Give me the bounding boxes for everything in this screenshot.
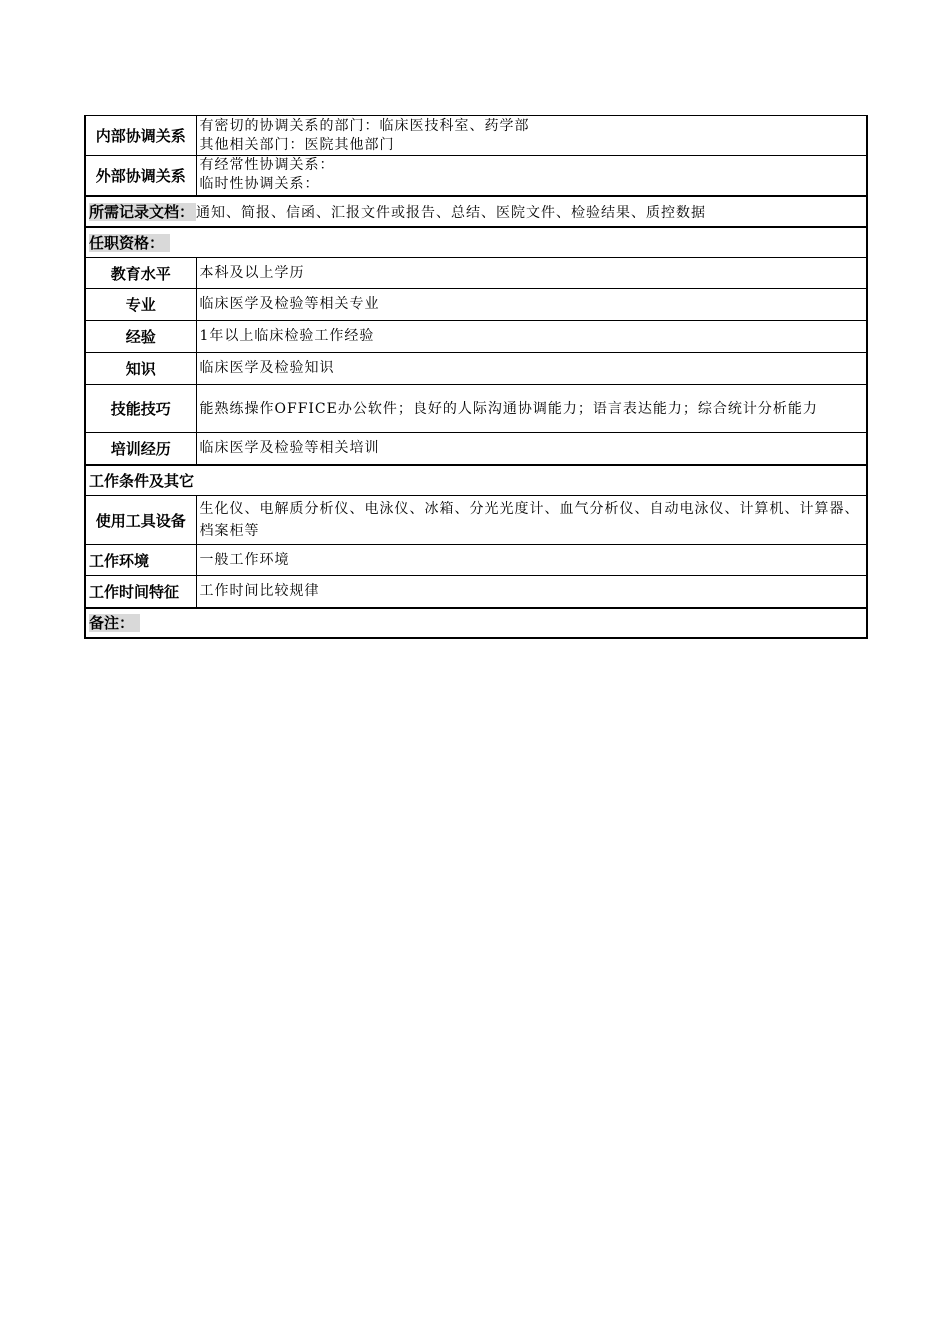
skills-value: 能熟练操作OFFICE办公软件；良好的人际沟通协调能力；语言表达能力；综合统计分析能力 <box>196 385 867 433</box>
equipment-label: 使用工具设备 <box>85 496 196 545</box>
education-value: 本科及以上学历 <box>196 258 867 289</box>
qualification-row <box>85 289 867 321</box>
condition-row <box>85 576 867 608</box>
qualification-row <box>85 321 867 353</box>
knowledge-value: 临床医学及检验知识 <box>196 353 867 385</box>
external-temporary-coordination: 临时性协调关系： <box>199 176 320 193</box>
work-hours-label: 工作时间特征 <box>85 576 196 608</box>
conditions-heading-cell: 工作条件及其它 <box>85 465 867 496</box>
remarks-heading: 备注： <box>89 614 140 632</box>
knowledge-label: 知识 <box>85 353 196 385</box>
major-label: 专业 <box>85 289 196 321</box>
education-label: 教育水平 <box>85 258 196 289</box>
conditions-heading-row <box>85 465 867 496</box>
qualification-row <box>85 258 867 289</box>
environment-value: 一般工作环境 <box>196 545 867 576</box>
work-hours-value: 工作时间比较规律 <box>196 576 867 608</box>
external-regular-coordination: 有经常性协调关系： <box>199 157 335 174</box>
qualifications-heading: 任职资格： <box>89 234 170 252</box>
training-value: 临床医学及检验等相关培训 <box>196 433 867 465</box>
major-value: 临床医学及检验等相关专业 <box>196 289 867 321</box>
records-row <box>85 196 867 227</box>
job-description-table <box>84 115 868 639</box>
qualifications-heading-cell <box>85 227 867 258</box>
internal-coordination-label: 内部协调关系 <box>85 116 196 156</box>
internal-close-departments: 有密切的协调关系的部门：临床医技科室、药学部 <box>199 117 530 134</box>
internal-other-departments: 其他相关部门：医院其他部门 <box>199 136 395 153</box>
qualification-row <box>85 385 867 433</box>
condition-row <box>85 545 867 576</box>
internal-coordination-value <box>196 116 867 156</box>
condition-row <box>85 496 867 545</box>
training-label: 培训经历 <box>85 433 196 465</box>
equipment-value: 生化仪、电解质分析仪、电泳仪、冰箱、分光光度计、血气分析仪、自动电泳仪、计算机、计算器、档案柜等 <box>196 496 867 545</box>
qualification-row <box>85 433 867 465</box>
experience-value: 1年以上临床检验工作经验 <box>196 321 867 353</box>
remarks-row <box>85 608 867 638</box>
internal-coordination-row <box>85 116 867 156</box>
skills-label: 技能技巧 <box>85 385 196 433</box>
records-cell <box>85 196 867 227</box>
qualification-row <box>85 353 867 385</box>
environment-label: 工作环境 <box>85 545 196 576</box>
external-coordination-value <box>196 156 867 196</box>
qualifications-heading-row <box>85 227 867 258</box>
external-coordination-row <box>85 156 867 196</box>
remarks-cell <box>85 608 867 638</box>
external-coordination-label: 外部协调关系 <box>85 156 196 196</box>
records-label: 所需记录文档： <box>89 202 195 221</box>
experience-label: 经验 <box>85 321 196 353</box>
records-value: 通知、简报、信函、汇报文件或报告、总结、医院文件、检验结果、质控数据 <box>196 204 707 221</box>
